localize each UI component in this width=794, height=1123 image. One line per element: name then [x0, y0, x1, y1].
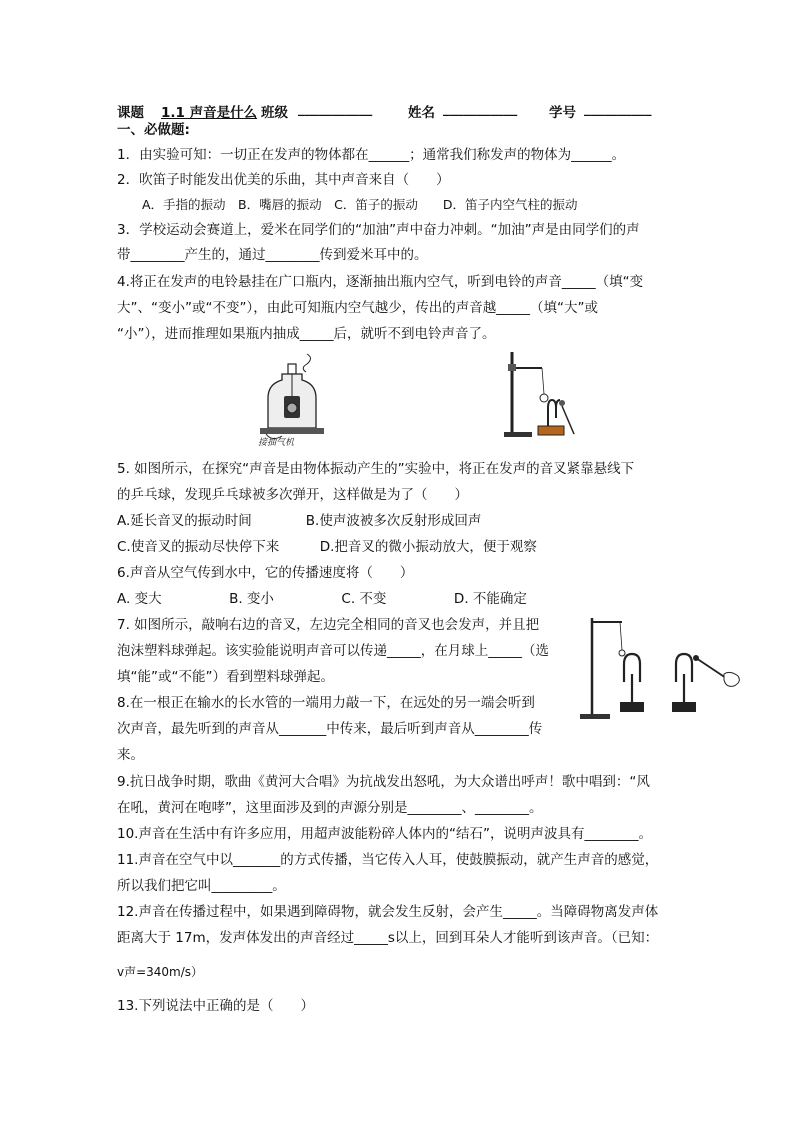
question-13: 13.下列说法中正确的是（ ）: [117, 998, 314, 1014]
question-12-line-1: 12.声音在传播过程中，如果遇到障碍物，就会发生反射，会产生_____。当障碍物离发声体: [117, 904, 659, 920]
question-10: 10.声音在生活中有许多应用，用超声波能粉碎人体内的“结石”，说明声波具有________。: [117, 826, 652, 842]
question-5-option-ab: A.延长音叉的振动时间 B.使声波被多次反射形成回声: [117, 513, 482, 529]
question-5-line-1: 5. 如图所示，在探究“声音是由物体振动产生的”实验中，将正在发声的音叉紧靠悬线下: [117, 461, 635, 477]
question-4-line-3: “小”），进而推理如果瓶内抽成_____后，就听不到电铃声音了。: [117, 326, 496, 342]
question-3-line-2: 带________产生的，通过________传到爱米耳中的。: [117, 247, 428, 263]
vacuum-pump-label: 接抽气机: [258, 438, 295, 448]
question-8-line-3: 来。: [117, 747, 144, 763]
two-tuning-forks-figure: [578, 614, 746, 722]
course-label: 课题: [117, 105, 144, 121]
question-8-line-2: 次声音，最先听到的声音从_______中传来，最后听到声音从________传: [117, 721, 543, 737]
question-5-line-2: 的乒乓球，发现乒乓球被多次弹开，这样做是为了（ ）: [117, 487, 468, 503]
question-7-line-1: 7. 如图所示，敲响右边的音叉，左边完全相同的音叉也会发声，并且把: [117, 617, 540, 633]
question-1: 1．由实验可知：一切正在发声的物体都在______；通常我们称发声的物体为______。: [117, 147, 626, 163]
question-4-line-2: 大”、“变小”或“不变”），由此可知瓶内空气越少，传出的声音越_____（填“大”或: [117, 300, 598, 316]
question-12-line-3: v声=340m/s）: [117, 965, 204, 979]
tuning-fork-ball-figure: [502, 348, 577, 443]
question-12-line-2: 距离大于 17m，发声体发出的声音经过_____s以上，回到耳朵人才能听到该声音。（已知：: [117, 930, 659, 946]
bell-jar-figure: [252, 352, 332, 447]
question-11-line-1: 11.声音在空气中以_______的方式传播，当它传入人耳，使鼓膜振动，就产生声音的感觉，: [117, 852, 659, 868]
question-8-line-1: 8.在一根正在输水的长水管的一端用力敲一下，在远处的另一端会听到: [117, 695, 535, 711]
question-4-line-1: 4.将正在发声的电铃悬挂在广口瓶内，逐渐抽出瓶内空气，听到电铃的声音_____（填“变: [117, 274, 644, 290]
question-3-line-1: 3．学校运动会赛道上，爱米在同学们的“加油”声中奋力冲刺。“加油”声是由同学们的声: [117, 222, 640, 238]
id-blank[interactable]: __________: [584, 101, 652, 117]
question-6: 6.声音从空气传到水中，它的传播速度将（ ）: [117, 565, 414, 581]
question-9-line-1: 9.抗日战争时期，歌曲《黄河大合唱》为抗战发出怒吼，为大众谱出呼声！歌中唱到：“风: [117, 774, 650, 790]
class-label: 班级: [261, 105, 288, 121]
name-blank[interactable]: ___________: [443, 101, 518, 117]
question-11-line-2: 所以我们把它叫_________。: [117, 878, 286, 894]
course-title: 1.1 声音是什么: [161, 105, 258, 121]
class-blank[interactable]: ___________: [298, 101, 373, 117]
question-9-line-2: 在吼，黄河在咆哮”，这里面涉及到的声源分别是________、________。: [117, 800, 543, 816]
question-2: 2．吹笛子时能发出优美的乐曲，其中声音来自（ ）: [117, 172, 450, 188]
question-7-line-3: 填“能”或“不能”）看到塑料球弹起。: [117, 669, 334, 685]
question-5-option-cd: C.使音叉的振动尽快停下来 D.把音叉的微小振动放大，便于观察: [117, 539, 537, 555]
id-label: 学号: [549, 105, 576, 121]
question-2-options: A．手指的振动 B．嘴唇的振动 C．笛子的振动 D．笛子内空气柱的振动: [117, 197, 578, 212]
name-label: 姓名: [408, 105, 435, 121]
section-title: 一、必做题:: [117, 122, 190, 138]
question-7-line-2: 泡沫塑料球弹起。该实验能说明声音可以传递_____，在月球上_____（选: [117, 643, 549, 659]
question-6-options: A. 变大 B. 变小 C. 不变 D. 不能确定: [117, 591, 527, 607]
